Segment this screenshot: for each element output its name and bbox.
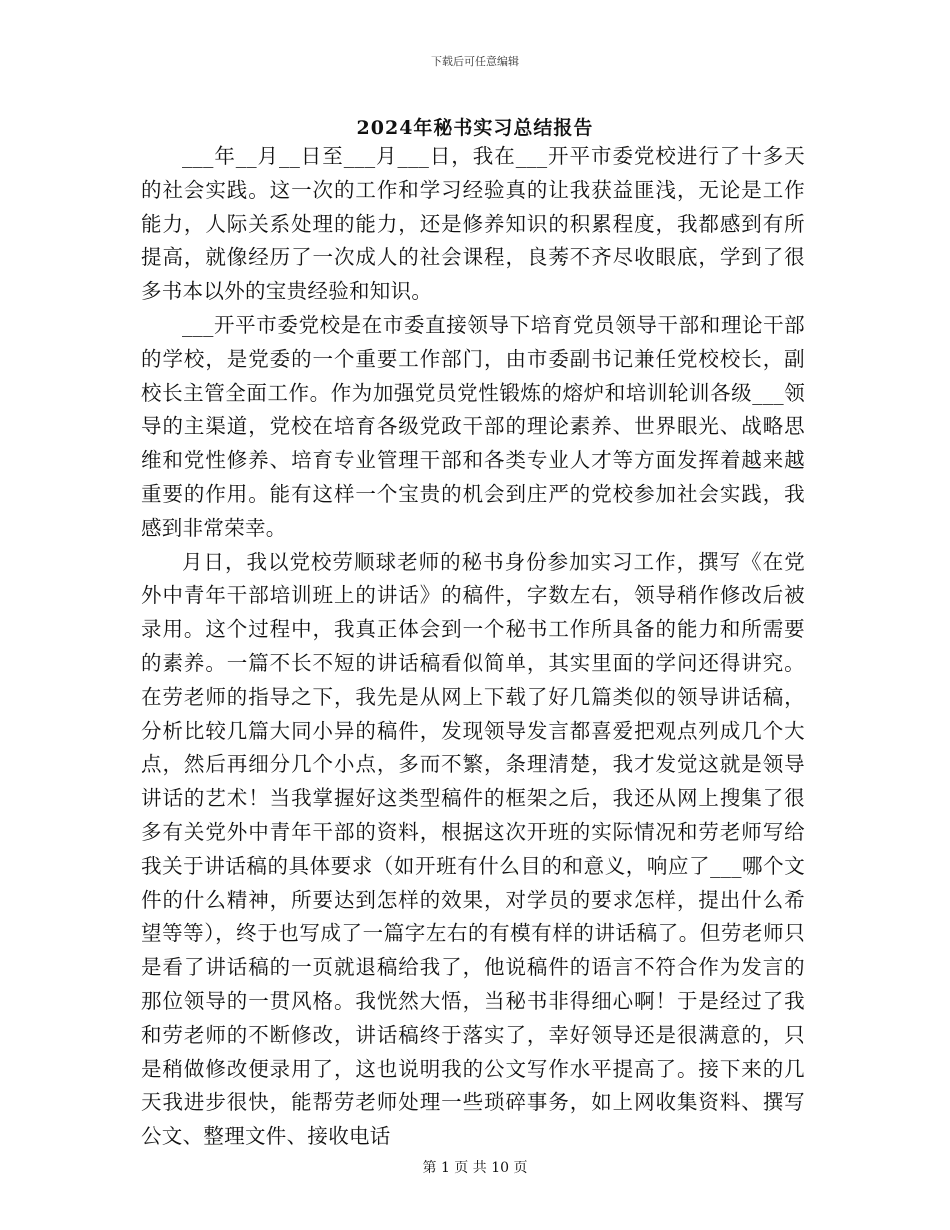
document-title: 2024年秘书实习总结报告 — [356, 117, 594, 139]
paragraph-1: ___年__月__日至___月___日，我在___开平市委党校进行了十多天的社会实践。这一次的工作和学习经验真的让我获益匪浅，无论是工作能力，人际关系处理的能力，还是修养知识的积累程度，我都感到有所提高，就像经历了一次成人的社会课程，良莠不齐尽收眼底，学到了很多书本以外的宝贵经验和知识。 — [141, 144, 805, 304]
document-body — [141, 140, 805, 1154]
header-note: 下载后可任意编辑 — [431, 55, 519, 68]
paragraph-3: 月日，我以党校劳顺球老师的秘书身份参加实习工作，撰写《在党外中青年干部培训班上的讲话》的稿件，字数左右，领导稍作修改后被录用。这个过程中，我真正体会到一个秘书工作所具备的能力和所需要的素养。一篇不长不短的讲话稿看似简单，其实里面的学问还得讲究。在劳老师的指导之下，我先是从网上下载了好几篇类似的领导讲话稿，分析比较几篇大同小异的稿件，发现领导发言都喜爱把观点列成几个大点，然后再细分几个小点，多而不繁，条理清楚，我才发觉这就是领导讲话的艺术！当我掌握好这类型稿件的框架之后，我还从网上搜集了很多有关党外中青年干部的资料，根据这次开班的实际情况和劳老师写给我关于讲话稿的具体要求（如开班有什么目的和意义，响应了___哪个文件的什么精神，所要达到怎样的效果，对学员的要求怎样，提出什么希望等等），终于也写成了一篇字左右的有模有样的讲话稿了。但劳老师只是看了讲话稿的一页就退稿给我了，他说稿件的语言不符合作为发言的那位领导的一贯风格。我恍然大悟，当秘书非得细心啊！于是经过了我和劳老师的不断修改，讲话稿终于落实了，幸好领导还是很满意的，只是稍做修改便录用了，这也说明我的公文写作水平提高了。接下来的几天我进步很快，能帮劳老师处理一些琐碎事务，如上网收集资料、撰写公文、整理文件、接收电话 — [141, 549, 805, 1149]
page-number: 第 1 页 共 10 页 — [422, 1160, 528, 1176]
paragraph-2: ___开平市委党校是在市委直接领导下培育党员领导干部和理论干部的学校，是党委的一个重要工作部门，由市委副书记兼任党校校长，副校长主管全面工作。作为加强党员党性锻炼的熔炉和培训轮训各级___领导的主渠道，党校在培育各级党政干部的理论素养、世界眼光、战略思维和党性修养、培育专业管理干部和各类专业人才等方面发挥着越来越重要的作用。能有这样一个宝贵的机会到庄严的党校参加社会实践，我感到非常荣幸。 — [141, 312, 805, 540]
